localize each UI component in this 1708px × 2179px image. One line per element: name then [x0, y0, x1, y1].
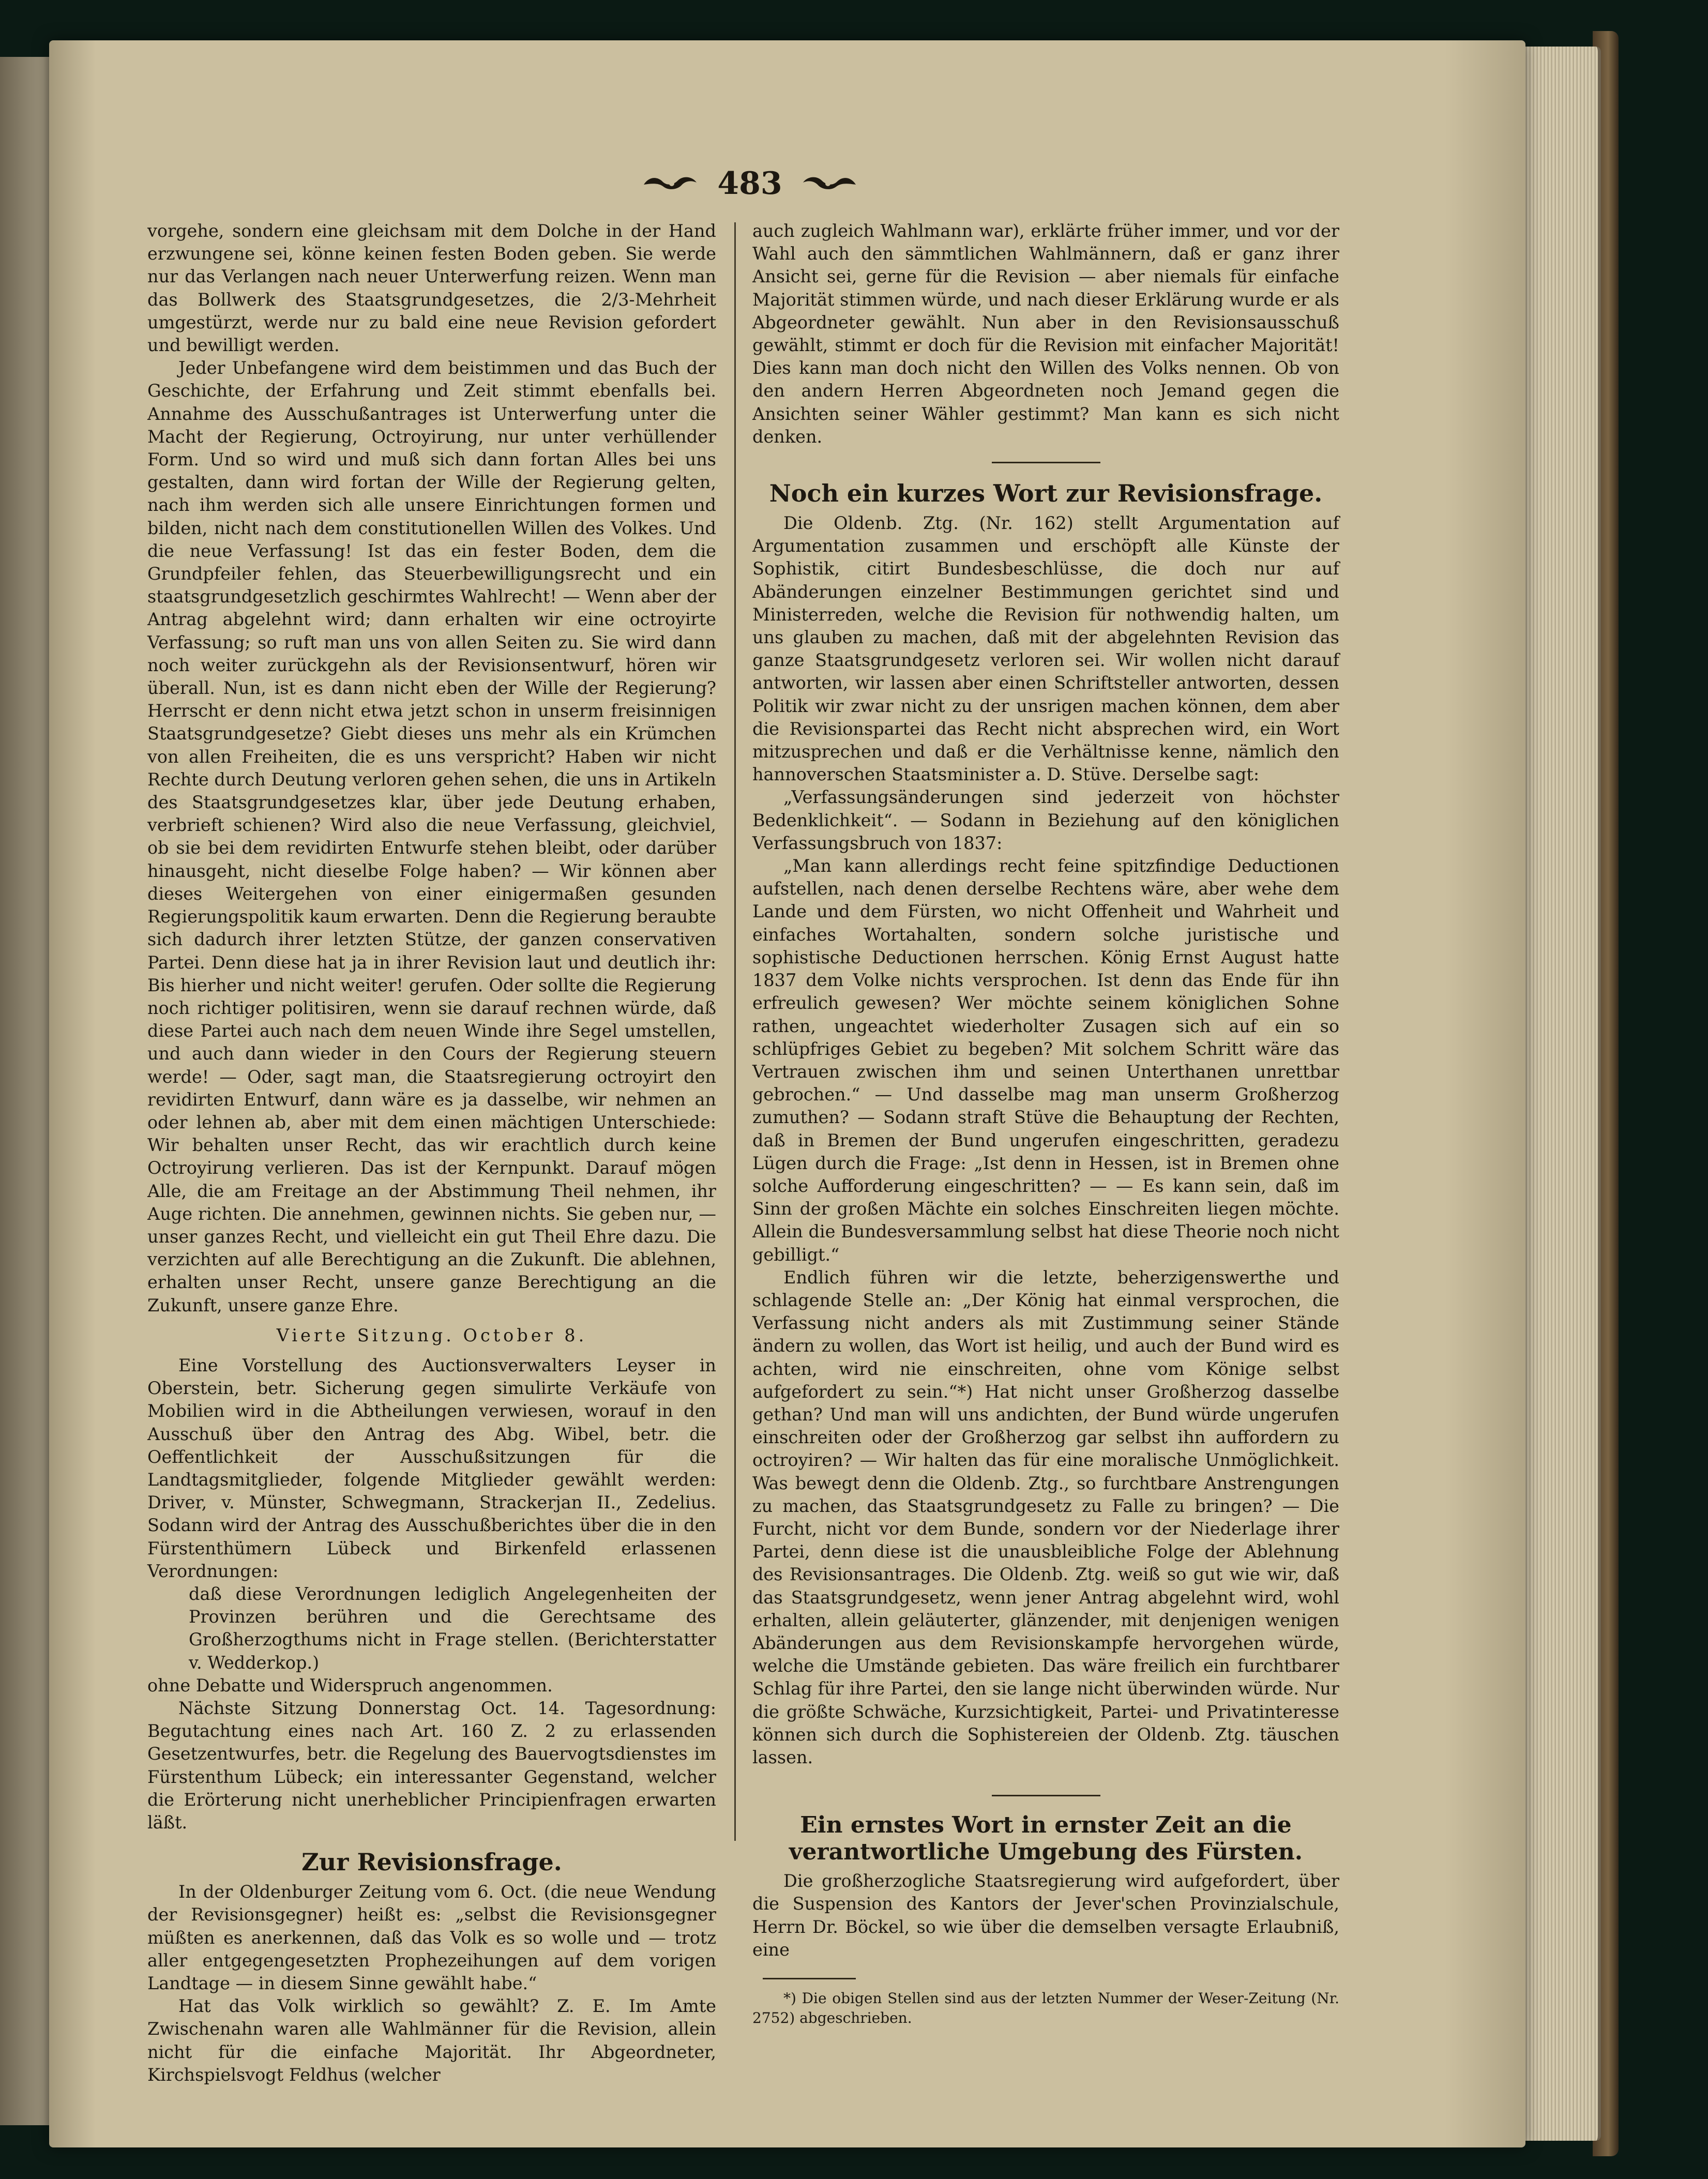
- page-number: 483: [717, 165, 782, 202]
- left-ornament-icon: [642, 171, 699, 196]
- right-paragraph-5: Endlich führen wir die letzte, beherzigenswerthe und schlagende Stelle an: „Der König hat einmal versprochen, die Verfassung nicht anders als mit Zustimmung seiner Stände ändern zu wollen, das Wort ist heilig, und auch der Bund wird es achten, wird nie einschreiten, ohne vom Könige selbst aufgefordert zu sein.“*) Hat nicht unser Großherzog dasselbe gethan? Und man will uns andichten, der Bund würde ungerufen einschreiten oder der Großherzog gar selbst ihn auffordern zu octroyiren? — Wir halten das für eine moralische Unmöglichkeit. Was bewegt denn die Oldenb. Ztg., so furchtbare Anstrengungen zu machen, das Staatsgrundgesetz zu Falle zu bringen? — Die Furcht, nicht vor dem Bunde, sondern vor der Niederlage ihrer Partei, denn diese ist die unausbleibliche Folge der Ablehnung des Revisionsantrages. Die Oldenb. Ztg. weiß so gut wie wir, daß das Staatsgrundgesetz, wenn jener Antrag abgelehnt wird, wohl erhalten, allein geläuterter, glänzender, mit denjenigen wenigen Abänderungen aus dem Revisionskampfe hervorgehen würde, welche die Umstände gebieten. Das wäre freilich ein furchtbarer Schlag für ihre Partei, den sie lange nicht überwinden würde. Nur die größte Schwäche, Kurzsichtigkeit, Partei- und Privatinteresse können sich durch die Sophistereien der Oldenb. Ztg. täuschen lassen.: [752, 1267, 1339, 1767]
- section-divider: [992, 462, 1100, 463]
- session-heading: Vierte Sitzung. October 8.: [276, 1325, 587, 1345]
- ordinance-quote: daß diese Verordnungen lediglich Angelegenheiten der Provinzen berühren und die Gerechtsame des Großherzogthums nicht in Frage stellen. (Berichterstatter v. Wedderkop.): [189, 1583, 716, 1673]
- left-paragraph-3-end: ohne Debatte und Widerspruch angenommen.: [147, 1675, 553, 1696]
- right-paragraph-3: „Verfassungsänderungen sind jederzeit von höchster Bedenklichkeit“. — Sodann in Beziehung auf den königlichen Verfassungsbruch von 1837:: [752, 787, 1339, 853]
- left-paragraph-4: Nächste Sitzung Donnerstag Oct. 14. Tagesordnung: Begutachtung eines nach Art. 160 Z. 2 zu erlassenden Gesetzentwurfes, betr. die Regelung des Bauervogtsdienstes im Fürstenthum Lübeck; ein interessanter Gegenstand, welcher die Erörterung nicht unerheblicher Principienfragen erwarten läßt.: [147, 1698, 716, 1833]
- left-paragraph-5: In der Oldenburger Zeitung vom 6. Oct. (die neue Wendung der Revisionsgegner) heißt es: „selbst die Revisionsgegner müßten es anerkennen, daß das Volk es so wolle und — trotz aller entgegengesetzten Prophezeihungen auf dem vorigen Landtage — in diesem Sinne gewählt habe.“: [147, 1882, 716, 1994]
- left-column: [147, 220, 716, 2086]
- footnote: *) Die obigen Stellen sind aus der letzten Nummer der Weser-Zeitung (Nr. 2752) abgeschrieben.: [752, 1990, 1339, 2027]
- right-paragraph-2: Die Oldenb. Ztg. (Nr. 162) stellt Argumentation auf Argumentation zusammen und erschöpft alle Künste der Sophistik, citirt Bundesbeschlüsse, die doch nur auf Abänderungen einzelner Bestimmungen gerichtet sind und Ministerreden, welche die Revision für nothwendig halten, um uns glauben zu machen, daß mit der abgelehnten Revision das ganze Staatsgrundgesetz verloren sei. Wir wollen nicht darauf antworten, wir lassen aber einen Schriftsteller antworten, dessen Politik wir zwar nicht zu der unsrigen machen können, dem aber die Revisionspartei das Recht nicht absprechen wird, ein Wort mitzusprechen und daß er die Verhältnisse kenne, nämlich den hannoverschen Staatsminister a. D. Stüve. Derselbe sagt:: [752, 513, 1339, 785]
- left-paragraph-2: Jeder Unbefangene wird dem beistimmen und das Buch der Geschichte, der Erfahrung und Zeit stimmt ebenfalls bei. Annahme des Ausschußantrages ist Unterwerfung unter die Macht der Regierung, Octroyirung, nur unter verhüllender Form. Und so wird und muß sich dann fortan Alles bei uns gestalten, dann wird fortan der Wille der Regierung gelten, nach ihm werden sich alle unsere Einrichtungen formen und bilden, nicht nach dem constitutionellen Willen des Volkes. Und die neue Verfassung! Ist das ein fester Boden, dem die Grundpfeiler fehlen, das Steuerbewilligungsrecht und ein staatsgrundgesetzlich geschirmtes Wahlrecht! — Wenn aber der Antrag abgelehnt wird; dann erhalten wir eine octroyirte Verfassung; so ruft man uns von allen Seiten zu. Sie wird dann noch weiter zurückgehn als der Revisionsentwurf, hören wir überall. Nun, ist es dann nicht eben der Wille der Regierung? Herrscht er denn nicht etwa jetzt schon in unserm freisinnigen Staatsgrundgesetze? Giebt dieses uns mehr als ein Krümchen von allen Freiheiten, die es uns verspricht? Haben wir nicht Rechte durch Deutung verloren gehen sehen, die uns in Artikeln des Staatsgrundgesetzes klar, über jede Deutung erhaben, verbrieft schienen? Wird also die neue Verfassung, gleichviel, ob sie bei dem revidirten Entwurfe stehen bleibt, oder darüber hinausgeht, nicht dieselbe Folge haben? — Wir können aber dieses Weitergehen von einer einigermaßen gesunden Regierungspolitik kaum erwarten. Denn die Regierung beraubte sich dadurch ihrer letzten Stütze, der ganzen conservativen Partei. Denn diese hat ja in ihrer Revision laut und deutlich ihr: Bis hierher und nicht weiter! gerufen. Oder sollte die Regierung noch richtiger politisiren, wenn sie darauf rechnen würde, daß diese Partei auch nach dem neuen Winde ihre Segel umstellen, und auch dann wieder in den Cours der Regierung steuern werde! — Oder, sagt man, die Staatsregierung octroyirt den revidirten Entwurf, dann wäre es ja dasselbe, wir nehmen an oder lehnen ab, aber mit dem einen mächtigen Unterschiede: Wir behalten unser Recht, das wir erachtlich durch keine Octroyirung verlieren. Das ist der Kernpunkt. Darauf mögen Alle, die am Freitage an der Abstimmung Theil nehmen, ihr Auge richten. Die annehmen, gewinnen nichts. Sie geben nur, — unser ganzes Recht, und vielleicht ein gut Theil Ehre dazu. Die verzichten auf alle Berechtigung an die Zukunft. Die ablehnen, erhalten unser Recht, unsere ganze Berechtigung an die Zukunft, unsere ganze Ehre.: [147, 358, 716, 1315]
- heading-ein-ernstes-wort: Ein ernstes Wort in ernster Zeit an die verantwortliche Umgebung des Fürsten.: [789, 1812, 1303, 1866]
- heading-noch-ein-kurzes-wort: Noch ein kurzes Wort zur Revisionsfrage.: [769, 479, 1323, 508]
- right-column: [752, 220, 1339, 2028]
- right-ornament-icon: [801, 171, 858, 196]
- left-paragraph-6: Hat das Volk wirklich so gewählt? Z. E. Im Amte Zwischenahn waren alle Wahlmänner für die Revision, allein nicht für die einfache Majorität. Ihr Abgeordneter, Kirchspielsvogt Feldhus (welcher: [147, 1996, 716, 2085]
- page-header: [636, 163, 864, 204]
- left-paragraph-1: vorgehe, sondern eine gleichsam mit dem Dolche in der Hand erzwungene sei, könne keinen festen Boden geben. Sie werde nur das Verlangen nach neuer Unterwerfung reizen. Wenn man das Bollwerk des Staatsgrundgesetzes, die 2/3-Mehrheit umgestürzt, werde nur zu bald eine neue Revision gefordert und bewilligt werden.: [147, 221, 716, 356]
- right-paragraph-4: „Man kann allerdings recht feine spitzfindige Deductionen aufstellen, nach denen derselbe Rechtens wäre, aber wehe dem Lande und dem Fürsten, wo nicht Offenheit und Wahrheit und einfaches Wortahalten, sondern solche juristische und sophistische Deductionen herrschen. König Ernst August hatte 1837 dem Volke nichts versprochen. Ist denn das Ende für ihn erfreulich gewesen? Wer möchte seinem königlichen Sohne rathen, ungeachtet wiederholter Zusagen sich auf ein so schlüpfriges Gebiet zu begeben? Mit solchem Schritt wäre das Vertrauen zwischen ihm und seinen Unterthanen unrettbar gebrochen.“ — Und dasselbe mag man unserm Großherzog zumuthen? — Sodann straft Stüve die Behauptung der Rechten, daß in Bremen der Bund ungerufen eingeschritten, geradezu Lügen durch die Frage: „Ist denn in Hessen, ist in Bremen ohne solche Aufforderung eingeschritten? — — Es kann sein, daß im Sinn der großen Mächte ein solches Einschreiten liegen möchte. Allein die Bundesversammlung selbst hat diese Theorie noch nicht gebilligt.“: [752, 856, 1339, 1265]
- section-divider-2: [992, 1795, 1100, 1796]
- right-paragraph-6: Die großherzogliche Staatsregierung wird aufgefordert, über die Suspension des Kantors der Jever'schen Provinzialschule, Herrn Dr. Böckel, so wie über die demselben versagte Erlaubniß, eine: [752, 1871, 1339, 1960]
- heading-zur-revisionsfrage: Zur Revisionsfrage.: [301, 1848, 562, 1877]
- column-divider: [734, 222, 736, 1841]
- left-paragraph-3: Eine Vorstellung des Auctionsverwalters Leyser in Oberstein, betr. Sicherung gegen simulirte Verkäufe von Mobilien wird in die Abtheilungen verwiesen, worauf in den Ausschuß über den Antrag des Abg. Wibel, betr. die Oeffentlichkeit der Ausschußsitzungen für die Landtagsmitglieder, folgende Mitglieder gewählt werden: Driver, v. Münster, Schwegmann, Strackerjan II., Zedelius. Sodann wird der Antrag des Ausschußberichtes über die in den Fürstenthümern Lübeck und Birkenfeld erlassenen Verordnungen:: [147, 1355, 716, 1581]
- footnote-rule: [763, 1978, 856, 1979]
- right-paragraph-1: auch zugleich Wahlmann war), erklärte früher immer, und vor der Wahl auch den sämmtlichen Wahlmännern, daß er ganz ihrer Ansicht sei, gerne für die Revision — aber niemals für einfache Majorität stimmen würde, und nach dieser Erklärung wurde er als Abgeordneter gewählt. Nun aber in den Revisionsausschuß gewählt, stimmt er doch für die Revision mit einfacher Majorität! Dies kann man doch nicht den Willen des Volks nennen. Ob von den andern Herren Abgeordneten noch Jemand gegen die Ansichten seiner Wähler gestimmt? Man kann es sich nicht denken.: [752, 221, 1339, 447]
